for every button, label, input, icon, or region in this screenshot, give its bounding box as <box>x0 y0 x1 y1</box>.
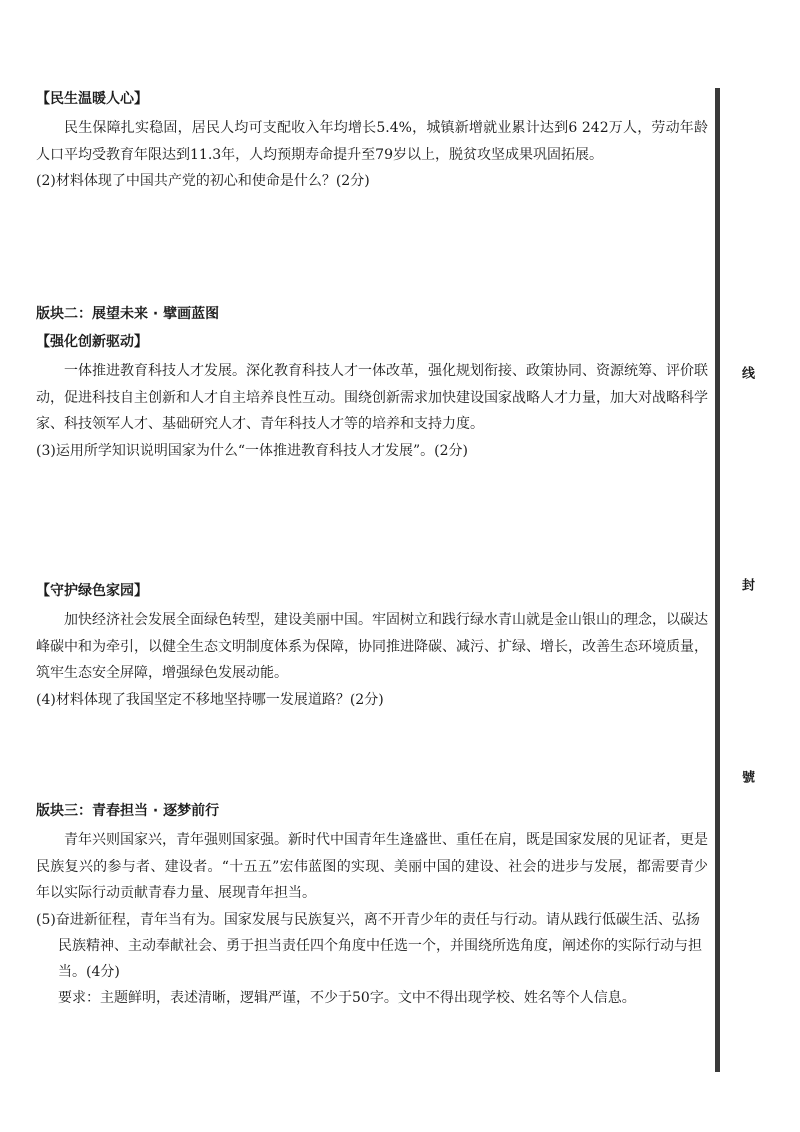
material-green: 加快经济社会发展全面绿色转型，建设美丽中国。牢固树立和践行绿水青山就是金山银山的理念，以碳达峰碳中和为牵引，以健全生态文明制度体系为保障，协同推进降碳、减污、扩绿、增长，改善生态环境质量，筑牢生态安全屏障，增强绿色发展动能。 <box>36 612 708 681</box>
material-youth: 青年兴则国家兴，青年强则国家强。新时代中国青年生逢盛世、重任在肩，既是国家发展的见证者，更是民族复兴的参与者、建设者。“十五五”宏伟蓝图的实现、美丽中国的建设、社会的进步与发展，都需要青少年以实际行动贡献青春力量、展现青年担当。 <box>36 832 708 901</box>
question-3: (3)运用所学知识说明国家为什么“一体推进教育科技人才发展”。(2分) <box>36 442 468 459</box>
block-3-title: 版块三：青春担当 · 逐梦前行 <box>36 803 220 819</box>
block-2-title: 版块二：展望未来 · 擘画蓝图 <box>36 306 220 322</box>
question-2: (2)材料体现了中国共产党的初心和使命是什么？(2分) <box>36 173 370 189</box>
section-livelihood <box>36 88 708 194</box>
binding-mark-seal: 封 <box>739 578 754 591</box>
binding-line <box>715 88 720 1072</box>
section-innovation <box>36 303 708 464</box>
binding-mark-line: 线 <box>739 366 754 379</box>
subsection-heading-green: 【守护绿色家园】 <box>36 583 148 599</box>
subsection-heading-innovation: 【强化创新驱动】 <box>36 334 148 350</box>
section-youth <box>36 800 708 1011</box>
binding-mark-number: 號 <box>739 770 754 783</box>
section-green <box>36 580 708 713</box>
material-innovation: 一体推进教育科技人才发展。深化教育科技人才一体改革，强化规划衔接、政策协同、资源统筹、评价联动，促进科技自主创新和人才自主培养良性互动。围绕创新需求加快建设国家战略人才力量，加大对战略科学家、科技领军人才、基础研究人才、青年科技人才等的培养和支持力度。 <box>36 363 708 432</box>
question-4: (4)材料体现了我国坚定不移地坚持哪一发展道路？(2分) <box>36 691 384 708</box>
question-5: (5)奋进新征程，青年当有为。国家发展与民族复兴，离不开青少年的责任与行动。请从践行低碳生活、弘扬民族精神、主动奉献社会、勇于担当责任四个角度中任选一个，并围绕所选角度，阐述你的实际行动与担当。(4分) <box>36 911 702 980</box>
subsection-heading-livelihood: 【民生温暖人心】 <box>36 91 148 107</box>
question-5-requirement: 要求：主题鲜明，表述清晰，逻辑严谨，不少于50字。文中不得出现学校、姓名等个人信息。 <box>58 989 636 1006</box>
material-livelihood: 民生保障扎实稳固，居民人均可支配收入年均增长5.4%，城镇新增就业累计达到6 242万人，劳动年龄人口平均受教育年限达到11.3年，人均预期寿命提升至79岁以上，脱贫攻坚成果巩固拓展。 <box>36 120 708 163</box>
